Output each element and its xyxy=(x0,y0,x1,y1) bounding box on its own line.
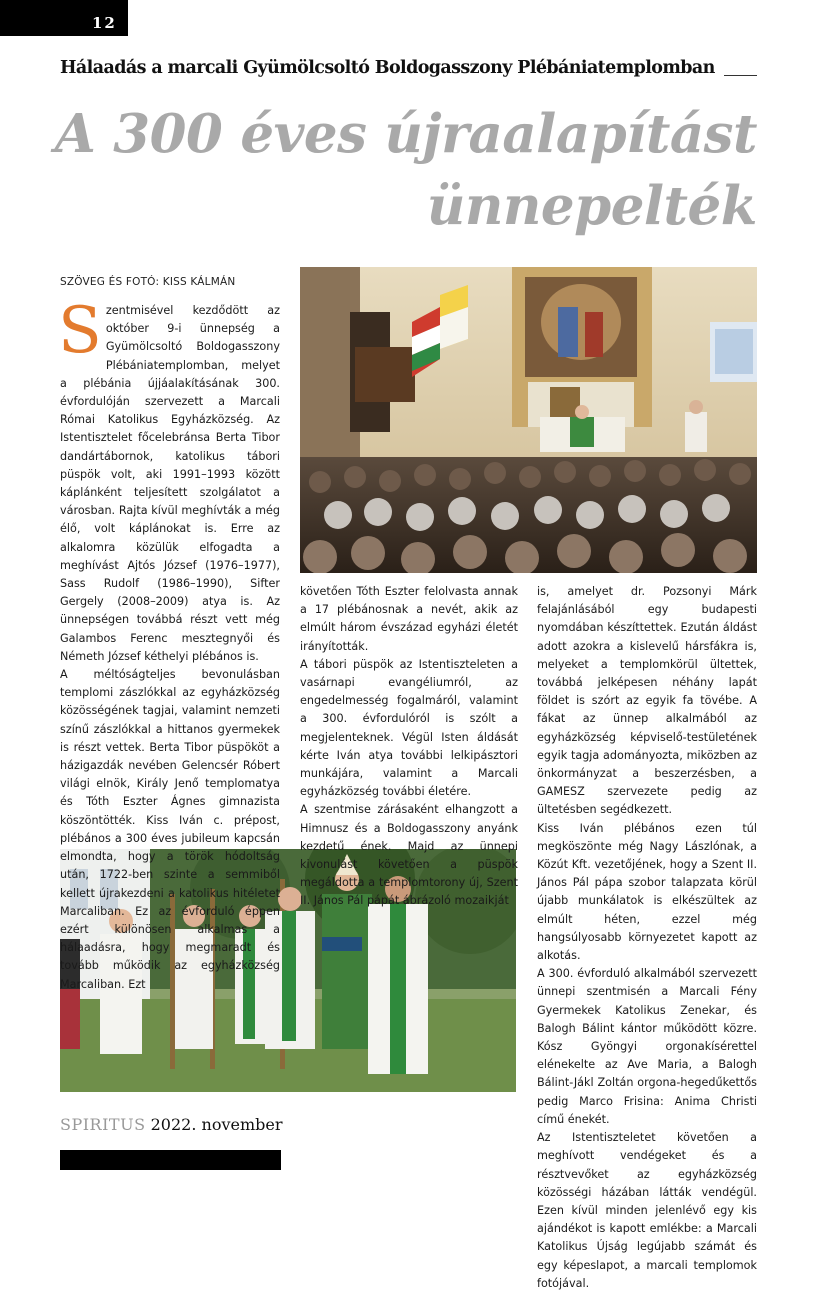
paragraph: is, amelyet dr. Pozsonyi Márk felajánlásából egy budapesti nyomdában készíttettek. Ezután áldást adott azokra a kislevelű hársfákra is, melyeket a templomkörül ültettek, továbbá jelképesen néhány lapát földet is szórt az egyik fa tövébe. A fákat az ünnep alkalmából az egyházközség képviselő-testületének egyik tagja adományozta, miközben az önkormányzat a beszerzésben, a GAMESZ szervezete pedig az ültetésben segédkezett. xyxy=(537,585,757,817)
article-column-2 xyxy=(300,583,518,911)
article-title-line2: ünnepelték xyxy=(426,175,757,237)
magazine-name: SPIRITUS xyxy=(60,1115,146,1134)
paragraph-text: A méltóságteljes bevonulásban templomi zászlókkal az egyházközség közösségének tagjai, valamint nemzeti színű zászlókkal a hittanos gyermekek is részt vettek. Berta Tibor püspököt a házigazdák nevében Gelencsér Róbert világi elnök, Király Jenő templomatya és Tóth Eszter Ágnes gimnazista köszöntötték. Kiss Iván c. prépost, plébános a 300 éves jubileum kapcsán elmondta, hogy a török hódoltság után, 1722-ben szinte a semmiből kellett újrakezdeni a katolikus hitéletet Marcaliban. Ez az évforduló éppen ezért különösen alkalmas a hálaadásra, hogy megmaradt és tovább működik az egyházközség Marcaliban. Ezt xyxy=(60,668,280,991)
church-interior-photo xyxy=(300,267,757,573)
paragraph: A 300. évforduló alkalmából szervezett ünnepi szentmisén a Marcali Fény Gyermekek Katolikus Zenekar, és Balogh Bálint kántor működött közre. Kósz Gyöngyi orgonakísérettel elénekelte az Ave Maria, a Balogh Bálint-Jákl Zoltán orgona-hegedűkettős pedig Marco Frisina: Anima Christi című énekét. xyxy=(537,967,757,1126)
paragraph: Az Istentiszteletet követően a meghívott vendégeket és a résztvevőket az egyházközség közösségi házában látták vendégül. Ezen kívül minden jelenlévő egy kis ajándékot is kapott emlékbe: a Marcali Katolikus Újság legújabb számát és egy képeslapot, a marcali templomok fotójával. xyxy=(537,1131,757,1290)
article-column-1 xyxy=(58,294,280,994)
page-number: 12 xyxy=(92,14,117,32)
byline: SZÖVEG ÉS FOTÓ: KISS KÁLMÁN xyxy=(60,276,236,288)
kicker-rule xyxy=(724,75,757,76)
paragraph: A szentmise zárásaként elhangzott a Himnusz és a Boldogasszony anyánk kezdetű ének. Majd az ünnepi kivonulást követően a püspök megáldotta a templomtorony új, Szent II. János Pál pápát ábrázoló mozaikját xyxy=(300,803,518,908)
paragraph xyxy=(58,294,280,666)
paragraph: követően Tóth Eszter felolvasta annak a 17 plébánosnak a nevét, akik az elmúlt három évszázad egyházi életét irányították. xyxy=(300,585,518,653)
footer-bar xyxy=(60,1150,281,1170)
drop-cap: S xyxy=(58,294,102,368)
paragraph: Kiss Iván plébános ezen túl megköszönte még Nagy Lászlónak, a Közút Kft. vezetőjének, hogy a Szent II. János Pál pápa szobor talapzata körül újabb munkálatok is elkészültek az elmúlt héten, ezzel még hangsúlyosabb környezetet kapott az alkotás. xyxy=(537,821,757,963)
paragraph: A tábori püspök az Istentiszteleten a vasárnapi evangéliumról, az engedelmesség fogalmáról, valamint a 300. évfordulóról is szólt a megjelenteknek. Végül Isten áldását kérte Iván atya további lelkipásztori munkájára, valamint a Marcali egyházközség további életére. xyxy=(300,657,518,799)
article-column-3 xyxy=(537,583,757,1293)
article-title-line1: A 300 éves újraalapítást xyxy=(54,103,757,165)
issue-date: 2022. november xyxy=(150,1115,283,1134)
article-kicker: Hálaadás a marcali Gyümölcsoltó Boldogasszony Plébániatemplomban xyxy=(60,58,715,78)
paragraph-text: zentmisével kezdődött az október 9-i ünnepség a Gyümölcsoltó Boldogasszony Plébániatemplomban, melyet a plébánia újjáalakításának 300. évfordulóján szervezett a Marcali Római Katolikus Egyházközség. Az Istentisztelet főcelebránsa Berta Tibor dandártábornok, katolikus tábori püspök volt, aki 1991–1993 között káplánként teljesített szolgálatot a városban. Rajta kívül meghívták a még élő, volt káplánokat is. Erre az alkalomra közülük elfogadta a meghívást Ajtós József (1976–1977), Sass Rudolf (1986–1990), Sifter Gergely (2008–2009) atya is. Az ünnepségen továbbá részt vett még Galambos Ferenc mesztegnyői és Németh József kéthelyi plébános is. xyxy=(60,304,280,663)
church-interior-illustration xyxy=(300,267,757,573)
footer xyxy=(60,1115,283,1134)
paragraph xyxy=(60,666,280,994)
